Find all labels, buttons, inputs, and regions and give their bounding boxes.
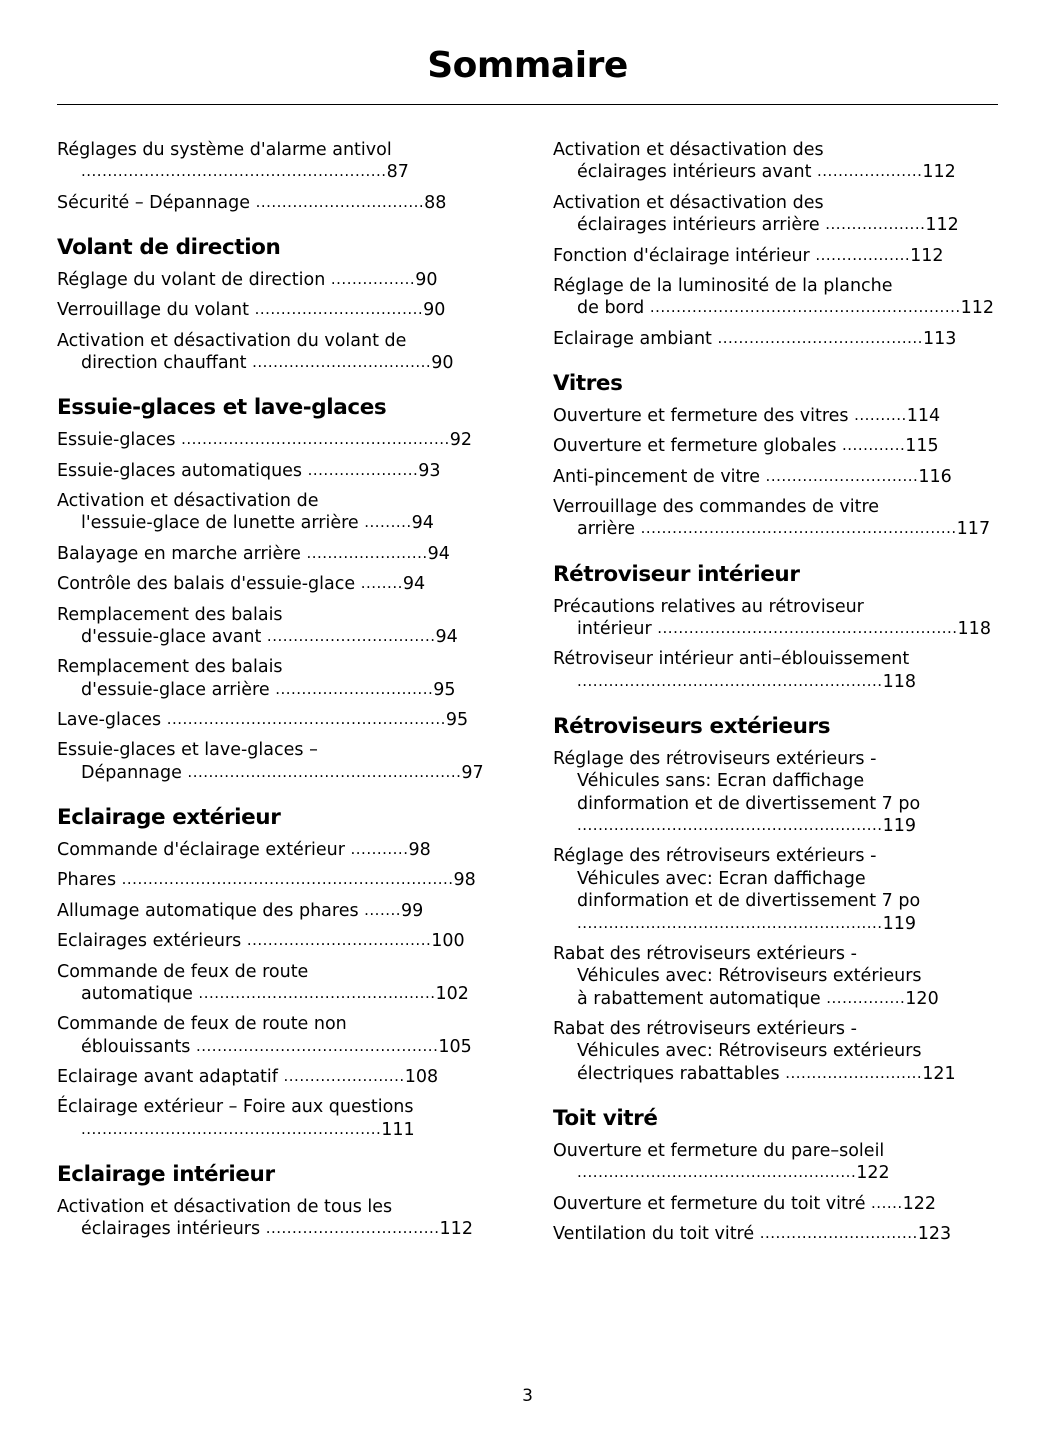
leader-dots: ...............................................................: [121, 870, 454, 889]
toc-entry[interactable]: [57, 429, 509, 451]
toc-entry-page: 100: [431, 931, 465, 952]
leader-dots: ................................: [266, 626, 436, 645]
leader-dots: .............................................: [198, 983, 436, 1002]
leader-dots: ..................: [815, 245, 911, 264]
toc-entry[interactable]: [57, 656, 509, 701]
leader-dots: ............: [842, 436, 906, 455]
toc-entry-line: l'essuie-glace de lunette arrière .........94: [81, 513, 434, 534]
toc-entry-page: 95: [433, 679, 456, 700]
toc-entry-page: 108: [404, 1067, 439, 1088]
toc-column-left: [57, 139, 509, 1254]
toc-entry[interactable]: [57, 460, 509, 482]
toc-entry-page: 95: [445, 710, 469, 731]
leader-dots: .................................: [265, 1219, 440, 1238]
toc-entry-page: 102: [435, 983, 469, 1004]
page-number: 3: [522, 1386, 533, 1406]
toc-entry-line: Véhicules avec: Rétroviseurs extérieurs: [577, 966, 922, 987]
section-heading: Vitres: [553, 371, 623, 397]
toc-entry-line: Ouverture et fermeture des vitres ..........114: [553, 405, 941, 426]
toc-entry[interactable]: [553, 596, 1005, 641]
toc-entry-line: Rabat des rétroviseurs extérieurs -: [553, 943, 857, 964]
leader-dots: ..............................................: [196, 1036, 439, 1055]
toc-entry-page: 119: [882, 815, 916, 836]
toc-entry-page: 99: [401, 900, 424, 921]
toc-entry-leader-line: [57, 1119, 509, 1141]
toc-entry-page: 122: [856, 1163, 890, 1184]
toc-entry[interactable]: [553, 648, 1005, 693]
toc-entry-page: 111: [381, 1119, 415, 1140]
toc-entry-page: 113: [922, 328, 957, 349]
leader-dots: ................................: [254, 300, 424, 319]
toc-entry[interactable]: [57, 269, 509, 291]
toc-entry[interactable]: [553, 328, 1005, 350]
toc-entry-line: Ouverture et fermeture globales ............115: [553, 436, 939, 457]
toc-columns: [0, 105, 1055, 1254]
toc-entry-line: éclairages intérieurs arrière ...................112: [577, 215, 959, 236]
toc-entry[interactable]: [553, 496, 1005, 541]
page-title: Sommaire: [427, 45, 628, 86]
toc-entry-page: 112: [910, 245, 944, 266]
toc-entry-line: Ventilation du toit vitré ..............................123: [553, 1224, 952, 1245]
toc-entry-line: Remplacement des balais: [57, 657, 283, 678]
leader-dots: ..........: [854, 405, 907, 424]
toc-entry-line: Sécurité – Dépannage ................................88: [57, 192, 447, 213]
toc-entry-line: d'essuie-glace avant ................................94: [81, 626, 458, 647]
toc-entry-line: Réglage du volant de direction ................90: [57, 269, 438, 290]
toc-entry-line: Activation et désactivation des: [553, 192, 824, 213]
leader-dots: .......................: [283, 1067, 405, 1086]
leader-dots: ........: [360, 574, 403, 593]
toc-entry-page: 98: [453, 870, 476, 891]
toc-entry-line: de bord ...........................................................112: [577, 298, 995, 319]
toc-entry-page: 98: [408, 839, 431, 860]
toc-entry-line: Véhicules avec: Ecran daffichage: [577, 868, 866, 889]
toc-entry-line: électriques rabattables ..........................121: [577, 1063, 956, 1084]
toc-entry-page: 90: [431, 353, 454, 374]
toc-entry[interactable]: [57, 839, 509, 861]
leader-dots: .....................................................: [577, 1163, 857, 1182]
toc-entry-page: 94: [427, 543, 450, 564]
toc-entry-page: 92: [449, 430, 473, 451]
toc-entry[interactable]: [57, 709, 509, 731]
leader-dots: ...........: [350, 839, 409, 858]
toc-entry-page: 117: [956, 519, 991, 540]
leader-dots: .........: [364, 513, 412, 532]
toc-entry[interactable]: [57, 192, 509, 214]
leader-dots: ...........................................................: [649, 298, 961, 317]
toc-entry-line: Eclairages extérieurs ...................................100: [57, 931, 465, 952]
toc-entry-line: Activation et désactivation de tous les: [57, 1196, 393, 1217]
toc-entry-line: Précautions relatives au rétroviseur: [553, 596, 864, 617]
toc-entry-line: Commande de feux de route: [57, 961, 309, 982]
leader-dots: .......................: [306, 543, 428, 562]
toc-entry-page: 114: [906, 405, 941, 426]
toc-entry-line: Verrouillage du volant ................................90: [57, 300, 446, 321]
toc-entry-page: 116: [918, 466, 952, 487]
toc-entry[interactable]: [57, 299, 509, 321]
toc-entry-line: Réglage des rétroviseurs extérieurs -: [553, 846, 877, 867]
toc-entry-leader-line: [553, 815, 1005, 837]
section-heading: Rétroviseur intérieur: [553, 561, 800, 587]
toc-entry-line: Activation et désactivation du volant de: [57, 330, 407, 351]
leader-dots: .......: [364, 900, 402, 919]
leader-dots: ...................................................: [181, 430, 450, 449]
toc-entry-page: 88: [424, 192, 447, 213]
leader-dots: ..........................................................: [577, 671, 883, 690]
leader-dots: .......................................: [717, 328, 923, 347]
leader-dots: .............................: [765, 466, 919, 485]
toc-entry-page: 87: [386, 162, 409, 183]
toc-entry-line: dinformation et de divertissement 7 po: [577, 891, 921, 912]
leader-dots: ....................: [817, 162, 923, 181]
toc-entry[interactable]: [553, 466, 1005, 488]
toc-entry-line: Remplacement des balais: [57, 604, 283, 625]
toc-entry-page: 120: [905, 988, 939, 1009]
leader-dots: ................................: [255, 192, 425, 211]
toc-entry-line: Verrouillage des commandes de vitre: [553, 497, 880, 518]
toc-entry[interactable]: [57, 139, 509, 184]
leader-dots: ..........................................................: [577, 815, 883, 834]
toc-entry-leader-line: [553, 1162, 1005, 1184]
section-heading: Eclairage intérieur: [57, 1162, 275, 1188]
toc-entry-page: 97: [461, 762, 484, 783]
toc-entry-page: 94: [402, 574, 426, 595]
toc-entry-page: 115: [905, 436, 939, 457]
toc-entry[interactable]: [553, 845, 1005, 935]
toc-entry-line: Essuie-glaces ...................................................92: [57, 430, 473, 451]
leader-dots: .....................: [307, 460, 419, 479]
toc-entry-page: 118: [882, 671, 916, 692]
toc-entry[interactable]: [57, 1066, 509, 1088]
leader-dots: ..........................................................: [577, 913, 883, 932]
toc-entry[interactable]: [553, 405, 1005, 427]
toc-entry-line: Rétroviseur intérieur anti–éblouissement: [553, 649, 910, 670]
leader-dots: ............................................................: [640, 519, 957, 538]
toc-entry-page: 105: [438, 1036, 472, 1057]
toc-entry[interactable]: [553, 1018, 1005, 1085]
section-heading: Eclairage extérieur: [57, 805, 281, 831]
toc-entry[interactable]: [553, 748, 1005, 838]
toc-entry-line: Eclairage ambiant .......................................113: [553, 328, 957, 349]
toc-entry-line: Activation et désactivation de: [57, 490, 319, 511]
toc-entry-line: Allumage automatique des phares .......99: [57, 900, 424, 921]
toc-entry[interactable]: [57, 330, 509, 375]
toc-entry[interactable]: [553, 139, 1005, 184]
toc-entry[interactable]: [57, 604, 509, 649]
toc-entry-page: 94: [411, 513, 434, 534]
toc-entry-line: Véhicules sans: Ecran daffichage: [577, 771, 865, 792]
toc-entry-line: Fonction d'éclairage intérieur ..................112: [553, 245, 944, 266]
toc-entry[interactable]: [553, 1223, 1005, 1245]
leader-dots: ..............................: [759, 1224, 918, 1243]
toc-entry-line: Essuie-glaces automatiques .....................93: [57, 460, 441, 481]
section-heading: Essuie-glaces et lave-glaces: [57, 395, 387, 421]
toc-entry[interactable]: [553, 192, 1005, 237]
toc-entry-page: 118: [957, 618, 991, 639]
leader-dots: .........................................................: [657, 618, 958, 637]
toc-entry[interactable]: [57, 1013, 509, 1058]
toc-entry-line: Rabat des rétroviseurs extérieurs -: [553, 1019, 857, 1040]
leader-dots: ...............: [826, 988, 906, 1007]
toc-entry-line: Éclairage extérieur – Foire aux questions: [57, 1097, 414, 1118]
toc-entry[interactable]: [553, 943, 1005, 1010]
toc-entry-line: arrière ............................................................117: [577, 519, 991, 540]
toc-entry[interactable]: [57, 573, 509, 595]
toc-entry-line: Ouverture et fermeture du pare–soleil: [553, 1140, 885, 1161]
section-heading: Rétroviseurs extérieurs: [553, 714, 831, 740]
toc-entry-page: 90: [415, 269, 438, 290]
toc-entry-leader-line: [553, 913, 1005, 935]
section-heading: Volant de direction: [57, 235, 281, 261]
toc-entry-line: Phares ...............................................................98: [57, 870, 476, 891]
leader-dots: ......: [871, 1193, 903, 1212]
toc-entry-line: éblouissants ..............................................105: [81, 1036, 472, 1057]
leader-dots: .....................................................: [166, 710, 446, 729]
toc-entry-line: direction chauffant ..................................90: [81, 353, 454, 374]
toc-entry[interactable]: [553, 275, 1005, 320]
toc-entry-line: Réglage des rétroviseurs extérieurs -: [553, 748, 877, 769]
toc-entry-line: Dépannage ....................................................97: [81, 762, 484, 783]
toc-entry[interactable]: [57, 543, 509, 565]
toc-entry-line: Commande de feux de route non: [57, 1014, 347, 1035]
leader-dots: ..........................: [785, 1063, 923, 1082]
toc-entry-leader-line: [57, 161, 509, 183]
toc-entry-line: Réglages du système d'alarme antivol: [57, 140, 392, 160]
toc-entry-page: 112: [439, 1219, 473, 1240]
toc-entry-page: 119: [882, 913, 916, 934]
toc-entry-line: d'essuie-glace arrière ..............................95: [81, 679, 456, 700]
toc-entry-page: 121: [922, 1063, 956, 1084]
toc-entry-line: éclairages intérieurs avant ....................112: [577, 162, 956, 183]
toc-entry[interactable]: [57, 1196, 509, 1241]
toc-entry-page: 122: [902, 1193, 937, 1214]
leader-dots: ..................................: [252, 353, 432, 372]
toc-entry-line: dinformation et de divertissement 7 po: [577, 793, 921, 814]
leader-dots: ..........................................................: [81, 162, 387, 181]
toc-entry-line: Véhicules avec: Rétroviseurs extérieurs: [577, 1041, 922, 1062]
toc-entry[interactable]: [553, 245, 1005, 267]
toc-entry-line: automatique .............................................102: [81, 983, 469, 1004]
toc-entry-line: Lave-glaces .....................................................95: [57, 710, 469, 731]
toc-entry-page: 123: [917, 1224, 952, 1245]
toc-entry[interactable]: [57, 1096, 509, 1141]
toc-entry-leader-line: [553, 671, 1005, 693]
toc-entry-page: 94: [435, 626, 458, 647]
toc-entry-page: 112: [922, 162, 956, 183]
leader-dots: ...................................: [246, 931, 432, 950]
toc-entry-page: 112: [925, 215, 959, 236]
toc-entry[interactable]: [57, 930, 509, 952]
toc-entry-line: Réglage de la luminosité de la planche: [553, 275, 893, 296]
toc-entry-line: Contrôle des balais d'essuie-glace ........94: [57, 574, 426, 595]
toc-entry-line: Commande d'éclairage extérieur ...........98: [57, 839, 431, 860]
leader-dots: ....................................................: [187, 762, 462, 781]
toc-entry-page: 90: [423, 300, 446, 321]
toc-entry-line: Eclairage avant adaptatif .......................108: [57, 1067, 439, 1088]
leader-dots: ...................: [825, 215, 926, 234]
leader-dots: ................: [330, 269, 416, 288]
toc-entry-line: intérieur .........................................................118: [577, 618, 991, 639]
toc-entry[interactable]: [553, 435, 1005, 457]
toc-entry-page: 93: [418, 460, 441, 481]
toc-column-right: [553, 139, 1005, 1254]
toc-entry[interactable]: [57, 490, 509, 535]
leader-dots: ..............................: [275, 679, 434, 698]
toc-entry[interactable]: [57, 739, 509, 784]
toc-entry-line: Ouverture et fermeture du toit vitré ......122: [553, 1193, 937, 1214]
toc-entry-line: Activation et désactivation des: [553, 140, 824, 160]
toc-entry-line: Balayage en marche arrière .......................94: [57, 543, 450, 564]
toc-entry[interactable]: [553, 1193, 1005, 1215]
toc-entry[interactable]: [57, 869, 509, 891]
leader-dots: .........................................................: [81, 1119, 382, 1138]
toc-entry[interactable]: [553, 1140, 1005, 1185]
toc-entry-line: éclairages intérieurs .................................112: [81, 1219, 473, 1240]
toc-entry-line: Anti-pincement de vitre .............................116: [553, 466, 952, 487]
toc-entry-line: à rabattement automatique ...............120: [577, 988, 939, 1009]
toc-entry-line: Essuie-glaces et lave-glaces –: [57, 740, 318, 761]
toc-entry-page: 112: [960, 298, 995, 319]
section-heading: Toit vitré: [553, 1106, 658, 1132]
toc-entry[interactable]: [57, 900, 509, 922]
toc-entry[interactable]: [57, 961, 509, 1006]
